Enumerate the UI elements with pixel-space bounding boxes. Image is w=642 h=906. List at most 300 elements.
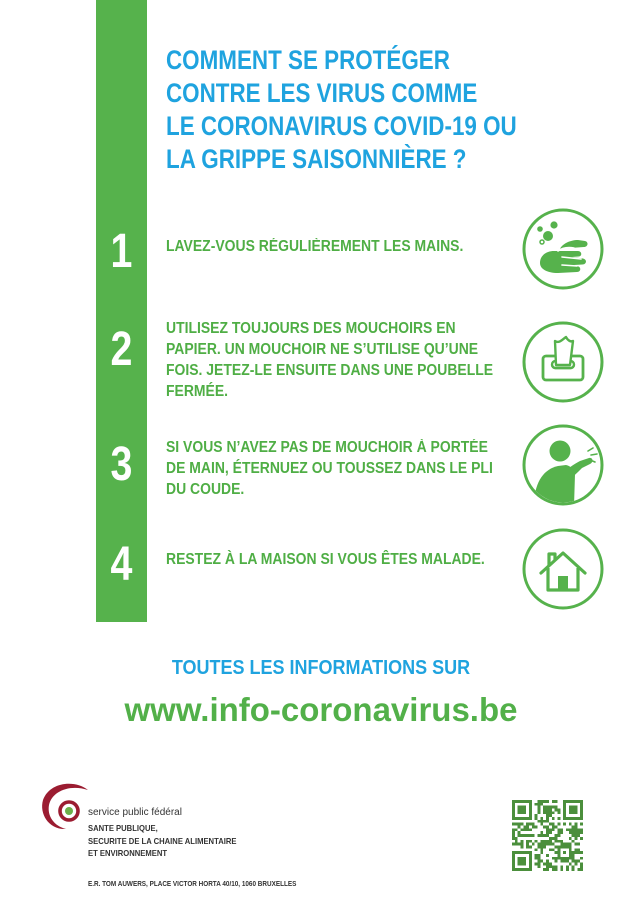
qr-module <box>574 800 577 803</box>
qr-module <box>535 803 538 806</box>
qr-module <box>574 817 577 820</box>
qr-module <box>535 817 538 820</box>
qr-module <box>574 837 577 840</box>
qr-module <box>529 811 532 814</box>
qr-module <box>546 831 549 834</box>
qr-module <box>538 865 541 868</box>
qr-module <box>515 843 518 846</box>
qr-module <box>512 806 515 809</box>
qr-module <box>523 826 526 829</box>
qr-module <box>518 851 521 854</box>
qr-module <box>540 823 543 826</box>
qr-module <box>566 857 569 860</box>
qr-module <box>526 843 529 846</box>
qr-module <box>523 862 526 865</box>
step-1-number: 1 <box>110 225 133 278</box>
qr-module <box>518 806 521 809</box>
qr-module <box>552 857 555 860</box>
qr-module <box>580 817 583 820</box>
qr-module <box>552 828 555 831</box>
qr-module <box>540 803 543 806</box>
qr-module <box>574 862 577 865</box>
qr-module <box>512 834 515 837</box>
qr-module <box>569 851 572 854</box>
qr-module <box>552 826 555 829</box>
qr-module <box>549 809 552 812</box>
qr-module <box>580 809 583 812</box>
step-text-line: DU COUDE. <box>166 481 245 498</box>
qr-module <box>526 817 529 820</box>
qr-module <box>572 828 575 831</box>
qr-module <box>543 834 546 837</box>
org-name-line: SECURITE DE LA CHAINE ALIMENTAIRE <box>88 835 237 846</box>
qr-module <box>512 800 515 803</box>
qr-module <box>518 823 521 826</box>
qr-module <box>512 857 515 860</box>
qr-module <box>560 857 563 860</box>
qr-module <box>580 823 583 826</box>
qr-module <box>557 817 560 820</box>
qr-module <box>543 809 546 812</box>
qr-module <box>518 831 521 834</box>
qr-module <box>538 862 541 865</box>
qr-module <box>569 800 572 803</box>
qr-module <box>538 809 541 812</box>
qr-module <box>546 865 549 868</box>
qr-module <box>515 823 518 826</box>
qr-module <box>572 809 575 812</box>
qr-module <box>563 860 566 863</box>
poster-title <box>166 44 517 176</box>
qr-module <box>512 854 515 857</box>
qr-module <box>538 811 541 814</box>
qr-module <box>538 803 541 806</box>
qr-module <box>540 840 543 843</box>
qr-module <box>529 860 532 863</box>
qr-module <box>535 848 538 851</box>
qr-module <box>521 809 524 812</box>
qr-module <box>580 811 583 814</box>
qr-module <box>512 811 515 814</box>
qr-module <box>569 857 572 860</box>
qr-module <box>523 811 526 814</box>
qr-module <box>572 800 575 803</box>
qr-module <box>549 828 552 831</box>
publisher-line: E.R. TOM AUWERS, PLACE VICTOR HORTA 40/10, 1060 BRUXELLES <box>88 881 297 888</box>
qr-module <box>549 831 552 834</box>
qr-module <box>538 843 541 846</box>
qr-module <box>569 817 572 820</box>
qr-module <box>521 817 524 820</box>
qr-module <box>538 800 541 803</box>
qr-module <box>552 811 555 814</box>
qr-module <box>577 828 580 831</box>
qr-module <box>560 845 563 848</box>
qr-module <box>574 860 577 863</box>
qr-module <box>563 843 566 846</box>
qr-module <box>557 809 560 812</box>
qr-module <box>563 809 566 812</box>
qr-module <box>549 811 552 814</box>
qr-module <box>512 862 515 865</box>
qr-module <box>572 851 575 854</box>
qr-module <box>526 840 529 843</box>
qr-module <box>546 811 549 814</box>
org-name-line: ET ENVIRONNEMENT <box>88 848 168 858</box>
qr-module <box>543 840 546 843</box>
qr-module <box>572 826 575 829</box>
qr-module <box>552 806 555 809</box>
qr-module <box>543 843 546 846</box>
qr-module <box>557 857 560 860</box>
qr-module <box>577 868 580 871</box>
qr-module <box>540 834 543 837</box>
qr-module <box>546 843 549 846</box>
title-line: CONTRE LES VIRUS COMME <box>166 78 478 108</box>
qr-module <box>555 845 558 848</box>
qr-module <box>535 862 538 865</box>
qr-module <box>529 851 532 854</box>
qr-module <box>555 851 558 854</box>
qr-module <box>521 862 524 865</box>
qr-module <box>523 800 526 803</box>
qr-module <box>572 817 575 820</box>
qr-module <box>555 800 558 803</box>
qr-module <box>569 809 572 812</box>
qr-module <box>572 811 575 814</box>
qr-module <box>563 823 566 826</box>
tissue-box-icon <box>522 321 604 403</box>
qr-module <box>543 845 546 848</box>
qr-module <box>557 811 560 814</box>
qr-module <box>549 814 552 817</box>
qr-module <box>563 803 566 806</box>
step-4-text <box>166 549 485 570</box>
qr-module <box>557 851 560 854</box>
qr-module <box>560 831 563 834</box>
qr-module <box>566 845 569 848</box>
qr-module <box>538 834 541 837</box>
qr-code <box>512 800 583 871</box>
qr-module <box>569 845 572 848</box>
qr-module <box>546 854 549 857</box>
qr-module <box>580 857 583 860</box>
qr-module <box>563 814 566 817</box>
qr-module <box>521 860 524 863</box>
qr-module <box>518 857 521 860</box>
qr-module <box>529 868 532 871</box>
qr-module <box>529 800 532 803</box>
qr-module <box>566 860 569 863</box>
qr-module <box>540 848 543 851</box>
step-text-line: FERMÉE. <box>166 383 229 400</box>
qr-module <box>521 800 524 803</box>
qr-module <box>572 840 575 843</box>
qr-module <box>574 831 577 834</box>
qr-module <box>540 860 543 863</box>
qr-module <box>512 831 515 834</box>
qr-module <box>540 817 543 820</box>
qr-module <box>512 828 515 831</box>
qr-module <box>574 823 577 826</box>
qr-module <box>566 800 569 803</box>
qr-module <box>572 865 575 868</box>
qr-module <box>521 834 524 837</box>
qr-module <box>552 817 555 820</box>
qr-module <box>523 851 526 854</box>
qr-module <box>515 828 518 831</box>
qr-module <box>560 843 563 846</box>
title-line: COMMENT SE PROTÉGER <box>166 45 450 75</box>
qr-module <box>580 865 583 868</box>
qr-module <box>543 806 546 809</box>
qr-module <box>563 800 566 803</box>
qr-module <box>535 857 538 860</box>
step-text-line: RESTEZ À LA MAISON SI VOUS ÊTES MALADE. <box>166 551 485 568</box>
qr-module <box>580 851 583 854</box>
qr-module <box>549 806 552 809</box>
qr-module <box>515 837 518 840</box>
qr-module <box>577 848 580 851</box>
step-text-line: FOIS. JETEZ-LE ENSUITE DANS UNE POUBELLE <box>166 362 494 379</box>
qr-module <box>569 823 572 826</box>
qr-module <box>574 834 577 837</box>
qr-module <box>577 800 580 803</box>
qr-module <box>557 854 560 857</box>
qr-module <box>555 806 558 809</box>
step-1-text <box>166 236 463 257</box>
qr-module <box>515 817 518 820</box>
qr-module <box>518 800 521 803</box>
qr-module <box>577 851 580 854</box>
qr-module <box>518 843 521 846</box>
qr-module <box>572 806 575 809</box>
qr-module <box>538 806 541 809</box>
qr-module <box>521 828 524 831</box>
step-text-line: SI VOUS N’AVEZ PAS DE MOUCHOIR À PORTÉE <box>166 439 488 456</box>
step-2-text <box>166 318 493 402</box>
qr-module <box>523 828 526 831</box>
qr-module <box>580 806 583 809</box>
step-text-line: UTILISEZ TOUJOURS DES MOUCHOIRS EN <box>166 320 456 337</box>
qr-module <box>555 837 558 840</box>
qr-module <box>546 834 549 837</box>
step-3-number: 3 <box>110 438 133 491</box>
qr-module <box>529 809 532 812</box>
org-name <box>88 822 236 860</box>
qr-module <box>535 826 538 829</box>
qr-module <box>549 862 552 865</box>
qr-module <box>555 865 558 868</box>
qr-module <box>523 860 526 863</box>
qr-module <box>574 826 577 829</box>
qr-module <box>555 857 558 860</box>
qr-module <box>557 834 560 837</box>
qr-module <box>529 803 532 806</box>
qr-module <box>512 814 515 817</box>
qr-module <box>529 814 532 817</box>
qr-module <box>518 826 521 829</box>
qr-module <box>521 823 524 826</box>
qr-module <box>569 828 572 831</box>
step-text-line: PAPIER. UN MOUCHOIR NE S’UTILISE QU’UNE <box>166 341 479 358</box>
step-2-number: 2 <box>110 323 133 376</box>
qr-module <box>518 817 521 820</box>
qr-module <box>572 831 575 834</box>
qr-module <box>546 817 549 820</box>
qr-module <box>566 817 569 820</box>
qr-module <box>566 843 569 846</box>
qr-module <box>515 800 518 803</box>
qr-module <box>569 811 572 814</box>
qr-module <box>515 840 518 843</box>
qr-module <box>580 828 583 831</box>
qr-module <box>574 848 577 851</box>
step-3-text <box>166 437 493 500</box>
qr-module <box>512 823 515 826</box>
qr-module <box>555 834 558 837</box>
qr-module <box>560 840 563 843</box>
qr-module <box>512 851 515 854</box>
qr-module <box>532 823 535 826</box>
qr-module <box>569 848 572 851</box>
qr-module <box>540 843 543 846</box>
qr-module <box>526 828 529 831</box>
title-line: LE CORONAVIRUS COVID-19 OU <box>166 111 517 141</box>
qr-module <box>529 862 532 865</box>
qr-module <box>521 811 524 814</box>
qr-module <box>577 831 580 834</box>
qr-module <box>549 823 552 826</box>
qr-module <box>529 854 532 857</box>
qr-module <box>543 811 546 814</box>
info-heading: TOUTES LES INFORMATIONS SUR <box>171 657 471 679</box>
qr-module <box>512 865 515 868</box>
qr-module <box>549 840 552 843</box>
qr-module <box>574 806 577 809</box>
qr-module <box>518 868 521 871</box>
qr-module <box>569 837 572 840</box>
qr-module <box>521 845 524 848</box>
qr-module <box>580 862 583 865</box>
qr-module <box>563 811 566 814</box>
qr-module <box>577 843 580 846</box>
qr-module <box>569 843 572 846</box>
qr-module <box>538 857 541 860</box>
qr-module <box>557 840 560 843</box>
qr-module <box>515 868 518 871</box>
qr-module <box>560 828 563 831</box>
qr-module <box>529 828 532 831</box>
qr-module <box>540 851 543 854</box>
qr-module <box>512 817 515 820</box>
qr-module <box>566 868 569 871</box>
qr-module <box>566 828 569 831</box>
qr-module <box>518 811 521 814</box>
qr-module <box>535 840 538 843</box>
qr-module <box>540 831 543 834</box>
qr-module <box>552 843 555 846</box>
qr-module <box>552 837 555 840</box>
qr-module <box>538 854 541 857</box>
sneeze-into-elbow-icon <box>522 424 604 506</box>
qr-module <box>577 834 580 837</box>
qr-module <box>552 800 555 803</box>
qr-module <box>546 860 549 863</box>
qr-module <box>546 826 549 829</box>
qr-module <box>546 820 549 823</box>
hand-washing-icon <box>522 208 604 290</box>
qr-module <box>526 800 529 803</box>
qr-module <box>546 814 549 817</box>
qr-module <box>535 854 538 857</box>
qr-module <box>521 851 524 854</box>
qr-module <box>518 862 521 865</box>
qr-module <box>518 809 521 812</box>
qr-module <box>555 826 558 829</box>
qr-module <box>577 860 580 863</box>
qr-module <box>563 851 566 854</box>
qr-module <box>569 806 572 809</box>
qr-module <box>546 828 549 831</box>
qr-module <box>569 831 572 834</box>
qr-module <box>543 820 546 823</box>
qr-module <box>526 851 529 854</box>
qr-module <box>572 868 575 871</box>
federal-public-service-logo <box>38 778 94 834</box>
title-line: LA GRIPPE SAISONNIÈRE ? <box>166 144 467 174</box>
qr-module <box>560 865 563 868</box>
qr-module <box>546 800 549 803</box>
qr-module <box>518 860 521 863</box>
step-text-line: DE MAIN, ÉTERNUEZ OU TOUSSEZ DANS LE PLI <box>166 460 493 477</box>
qr-module <box>580 868 583 871</box>
qr-module <box>532 826 535 829</box>
qr-module <box>563 806 566 809</box>
qr-module <box>529 817 532 820</box>
qr-module <box>532 834 535 837</box>
org-small-label: service public fédéral <box>88 807 182 818</box>
qr-module <box>557 823 560 826</box>
qr-module <box>512 809 515 812</box>
qr-module <box>546 809 549 812</box>
qr-module <box>523 834 526 837</box>
qr-module <box>512 843 515 846</box>
qr-module <box>574 851 577 854</box>
qr-module <box>552 848 555 851</box>
qr-module <box>515 851 518 854</box>
qr-module <box>526 826 529 829</box>
qr-module <box>569 862 572 865</box>
green-side-bar <box>96 0 147 622</box>
qr-module <box>580 831 583 834</box>
qr-module <box>521 806 524 809</box>
qr-module <box>529 840 532 843</box>
qr-module <box>540 820 543 823</box>
qr-module <box>557 831 560 834</box>
qr-module <box>538 860 541 863</box>
qr-module <box>523 809 526 812</box>
qr-module <box>512 860 515 863</box>
qr-module <box>538 845 541 848</box>
qr-module <box>521 868 524 871</box>
qr-module <box>523 817 526 820</box>
qr-module <box>521 843 524 846</box>
qr-module <box>552 865 555 868</box>
qr-module <box>555 809 558 812</box>
qr-module <box>543 826 546 829</box>
qr-module <box>572 857 575 860</box>
